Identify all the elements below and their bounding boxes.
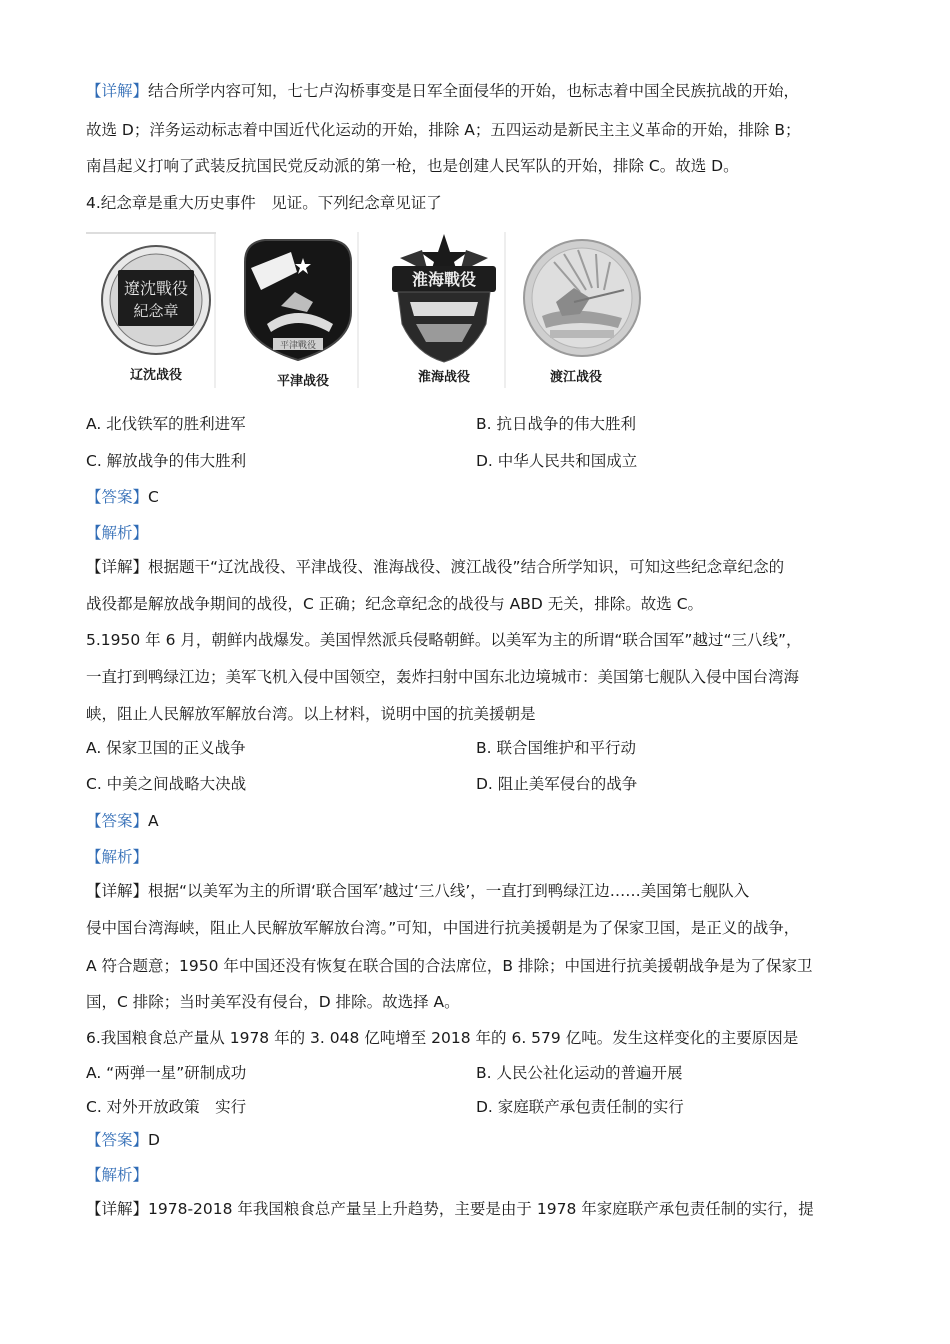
q3-detail-line-3: 南昌起义打响了武装反抗国民党反动派的第一枪，也是创建人民军队的开始，排除 C。故选 D。 [86,157,739,175]
q5-stem-line-1: 5.1950 年 6 月，朝鲜内战爆发。美国悍然派兵侵略朝鲜。以美军为主的所谓“联合国军”越过“三八线”， [86,631,802,649]
medal-dujiang-image [520,232,644,388]
medal-liaoshen [86,232,216,388]
q5-detail-line-4: 国，C 排除；当时美军没有侵台，D 排除。故选择 A。 [86,993,460,1011]
medal-liaoshen-inscription-2: 紀念章 [133,302,179,320]
medal-dujiang-caption: 渡江战役 [550,370,603,385]
q5-option-c[interactable]: C. 中美之间战略大决战 [86,775,247,793]
q5-detail-line-1: 【详解】根据“以美军为主的所谓‘联合国军’越过‘三八线’，一直打到鸭绿江边……美国第七舰队入 [86,882,750,900]
q3-detail-line-2: 故选 D；洋务运动标志着中国近代化运动的开始，排除 A；五四运动是新民主主义革命的开始，排除 B； [86,121,801,139]
medal-huaihai [382,232,506,388]
q6-option-c[interactable]: C. 对外开放政策 实行 [86,1098,247,1116]
q4-stem: 4.纪念章是重大历史事件 见证。下列纪念章见证了 [86,194,442,212]
medal-pingjin [237,232,359,388]
medal-huaihai-inscription: 淮海戰役 [411,270,477,289]
q5-analysis-tag: 【解析】 [86,848,149,866]
medal-dujiang [520,232,644,388]
q6-analysis-tag: 【解析】 [86,1166,149,1184]
q5-stem-line-2: 一直打到鸭绿江边；美军飞机入侵中国领空，轰炸扫射中国东北边境城市：美国第七舰队入侵中国台湾海 [86,668,800,686]
q4-option-c[interactable]: C. 解放战争的伟大胜利 [86,452,247,470]
medal-pingjin-image [237,232,359,388]
q4-analysis-tag: 【解析】 [86,524,149,542]
q6-detail-line-1: 【详解】1978-2018 年我国粮食总产量呈上升趋势，主要是由于 1978 年家庭联产承包责任制的实行，提 [86,1200,814,1218]
q6-answer: 【答案】D [86,1131,160,1149]
q4-answer-value: C [148,488,159,506]
detail-tag: 【详解】 [86,82,149,100]
q6-stem: 6.我国粮食总产量从 1978 年的 3. 048 亿吨增至 2018 年的 6. 579 亿吨。发生这样变化的主要原因是 [86,1029,799,1047]
medal-huaihai-caption: 淮海战役 [418,370,471,385]
q6-option-d[interactable]: D. 家庭联产承包责任制的实行 [476,1098,684,1116]
q6-option-a[interactable]: A. “两弹一星”研制成功 [86,1064,247,1082]
q3-detail-line-1: 【详解】结合所学内容可知，七七卢沟桥事变是日军全面侵华的开始，也标志着中国全民族抗战的开始， [86,82,800,100]
q5-answer: 【答案】A [86,812,159,830]
q4-answer: 【答案】C [86,488,159,506]
medal-huaihai-image [382,232,506,388]
q4-detail-line-2: 战役都是解放战争期间的战役，C 正确；纪念章纪念的战役与 ABD 无关，排除。故选 C。 [86,595,704,613]
medal-pingjin-inscription: 平津戰役 [279,341,317,351]
q4-option-b[interactable]: B. 抗日战争的伟大胜利 [476,415,636,433]
q5-answer-value: A [148,812,159,830]
q5-detail-line-3: A 符合题意；1950 年中国还没有恢复在联合国的合法席位，B 排除；中国进行抗美援朝战争是为了保家卫 [86,957,813,975]
q4-detail-line-1: 【详解】根据题干“辽沈战役、平津战役、淮海战役、渡江战役”结合所学知识，可知这些纪念章纪念的 [86,558,785,576]
q4-option-a[interactable]: A. 北伐铁军的胜利进军 [86,415,246,433]
q5-option-d[interactable]: D. 阻止美军侵台的战争 [476,775,638,793]
medal-pingjin-caption: 平津战役 [277,374,330,389]
q5-option-b[interactable]: B. 联合国维护和平行动 [476,739,636,757]
q6-answer-value: D [148,1131,160,1149]
q5-option-a[interactable]: A. 保家卫国的正义战争 [86,739,246,757]
medal-liaoshen-inscription: 遼沈戰役 [123,279,189,298]
q5-detail-line-2: 侵中国台湾海峡，阻止人民解放军解放台湾。”可知，中国进行抗美援朝是为了保家卫国，是正义的战争， [86,919,800,937]
medal-liaoshen-caption: 辽沈战役 [130,368,183,383]
q4-option-d[interactable]: D. 中华人民共和国成立 [476,452,638,470]
q5-stem-line-3: 峡，阻止人民解放军解放台湾。以上材料，说明中国的抗美援朝是 [86,705,536,723]
q6-option-b[interactable]: B. 人民公社化运动的普遍开展 [476,1064,683,1082]
